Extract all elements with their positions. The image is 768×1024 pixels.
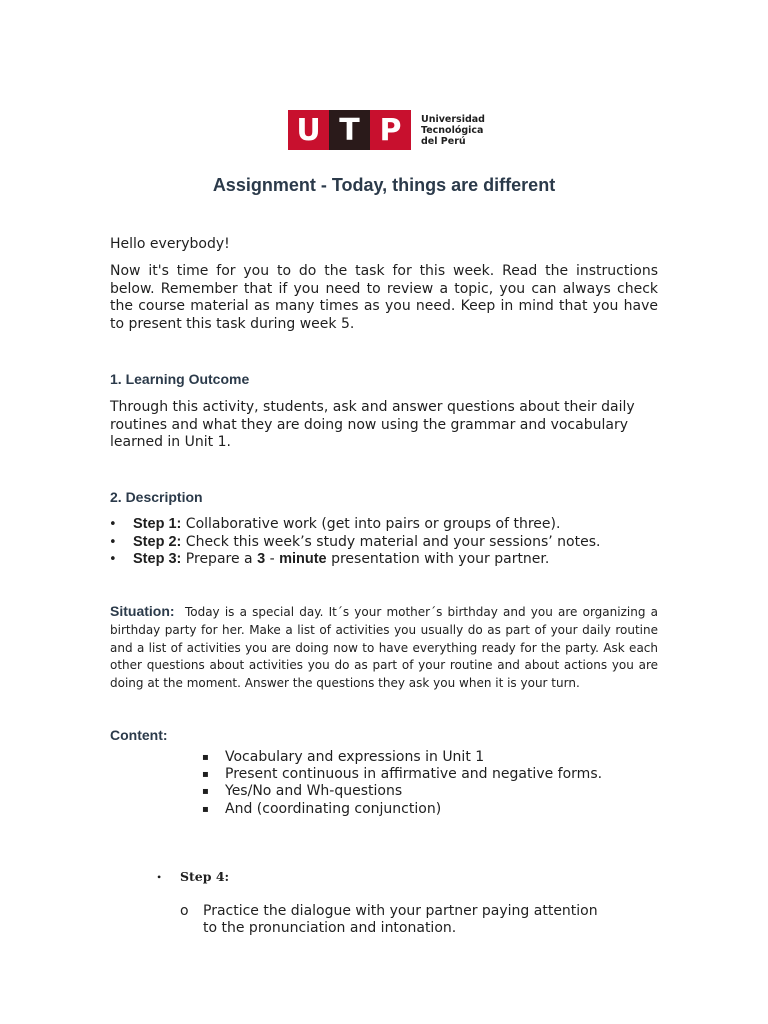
situation-label: Situation: — [110, 603, 175, 619]
step4-sub-bullet: o — [180, 903, 189, 919]
logo-letter-u: U — [288, 110, 329, 150]
description-heading: 2. Description — [110, 489, 203, 505]
step4-sub-text: Practice the dialogue with your partner paying attention to the pronunciation and intonation. — [203, 903, 598, 936]
list-item: ▪ Yes/No and Wh-questions — [202, 783, 682, 800]
page-title: Assignment - Today, things are different — [212, 175, 556, 195]
step4-label: Step 4: — [180, 869, 230, 884]
step-text: Collaborative work (get into pairs or groups of three). — [185, 516, 561, 532]
utp-logo — [288, 110, 485, 150]
learning-outcome-text: Through this activity, students, ask and answer questions about their daily routines and what they are doing now using the grammar and vocabulary learned in Unit 1. — [110, 399, 635, 450]
logo-university-name: Universidad Tecnológica del Perú — [421, 113, 485, 147]
list-item: ▪ Vocabulary and expressions in Unit 1 — [202, 749, 682, 766]
content-list — [202, 749, 682, 818]
greeting: Hello everybody! — [110, 236, 230, 252]
list-item — [109, 516, 669, 534]
situation-paragraph — [110, 603, 658, 693]
logo-letter-p: P — [370, 110, 411, 150]
list-item: ▪ And (coordinating conjunction) — [202, 801, 682, 818]
step-label: Step 2: — [133, 533, 182, 550]
list-item: • Step 3: Prepare a 3 - minute presentation with your partner. — [109, 551, 669, 569]
description-steps — [109, 516, 669, 569]
step-label: Step 3: — [133, 551, 182, 567]
step-text: Check this week’s study material and your sessions’ notes. — [185, 533, 601, 550]
situation-text: Today is a special day. It´s your mother´s birthday and you are organizing a birthday party for her. Make a list of activities you usually do as part of your daily routine and a list of activities you are doing now to have everything ready for the party. Ask each other questions about activities you do as part of your routine and about actions you are doing at the moment. Answer the questions they ask you when it is your turn. — [110, 605, 658, 691]
step4-bullet: • — [157, 870, 162, 884]
list-item — [109, 534, 669, 552]
learning-outcome-heading: 1. Learning Outcome — [110, 371, 250, 387]
intro-paragraph: Now it's time for you to do the task for this week. Read the instructions below. Remember that if you need to review a topic, you can always check the course material as many times as you need. Keep in mind that you have to present this task during week 5. — [110, 263, 658, 332]
step-label: Step 1: — [133, 516, 182, 532]
logo-letter-t: T — [329, 110, 370, 150]
list-item: ▪ Present continuous in affirmative and negative forms. — [202, 766, 682, 783]
content-heading: Content: — [110, 727, 168, 743]
